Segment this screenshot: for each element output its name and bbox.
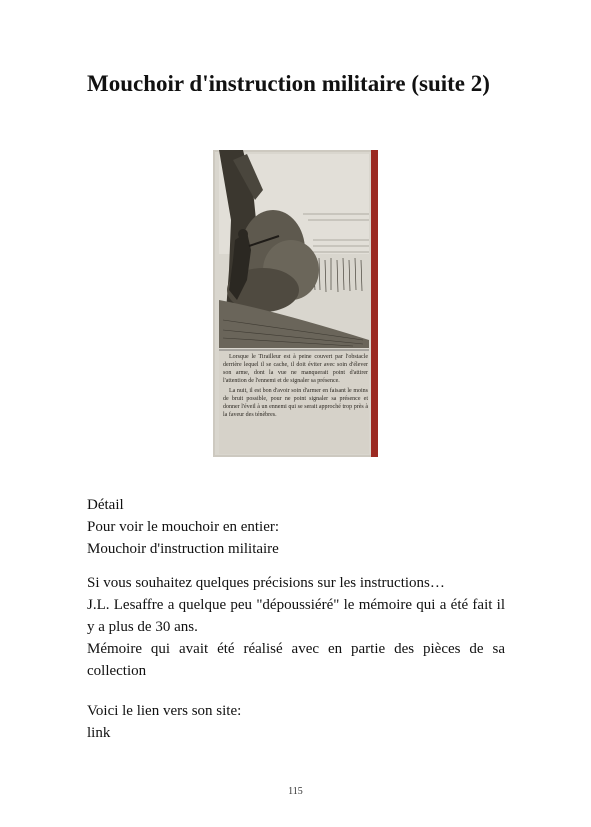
page-title: Mouchoir d'instruction militaire (suite 2): [87, 71, 490, 96]
engraving-caption-p1: Lorsque le Tirailleur est à peine couvert par l'obstacle derrière lequel il se cache, il doit éviter avec soin d'élever son arme, dont la vue ne manquerait point d'attirer l'attention de l'ennemi et de signaler sa présence.: [223, 354, 368, 384]
full-handkerchief-link[interactable]: Mouchoir d'instruction militaire: [87, 541, 279, 557]
detail-block: [87, 494, 505, 560]
see-full-text: Pour voir le mouchoir en entier:: [87, 519, 280, 535]
engraving-caption: [223, 353, 368, 421]
precisions-block: [87, 572, 505, 682]
site-block: [87, 700, 505, 744]
site-intro: Voici le lien vers son site:: [87, 703, 242, 719]
engraving-photo: [213, 150, 378, 457]
page-number: 115: [288, 786, 303, 797]
site-link[interactable]: link: [87, 725, 111, 741]
engraving-caption-p2: La nuit, il est bon d'avoir soin d'armer en faisant le moins de bruit possible, pour ne point signaler sa présence et donner l'éveil à un ennemi qui se serait approché trop près à la faveur des ténèbres.: [223, 388, 368, 418]
lesaffre-text: J.L. Lesaffre a quelque peu "dépoussiéré" le mémoire qui a été fait il y a plus de 30 ans.: [87, 597, 505, 635]
precisions-line: Si vous souhaitez quelques précisions sur les instructions…: [87, 575, 445, 591]
detail-label: Détail: [87, 497, 124, 513]
memoire-text: Mémoire qui avait été réalisé avec en partie des pièces de sa collection: [87, 641, 505, 679]
